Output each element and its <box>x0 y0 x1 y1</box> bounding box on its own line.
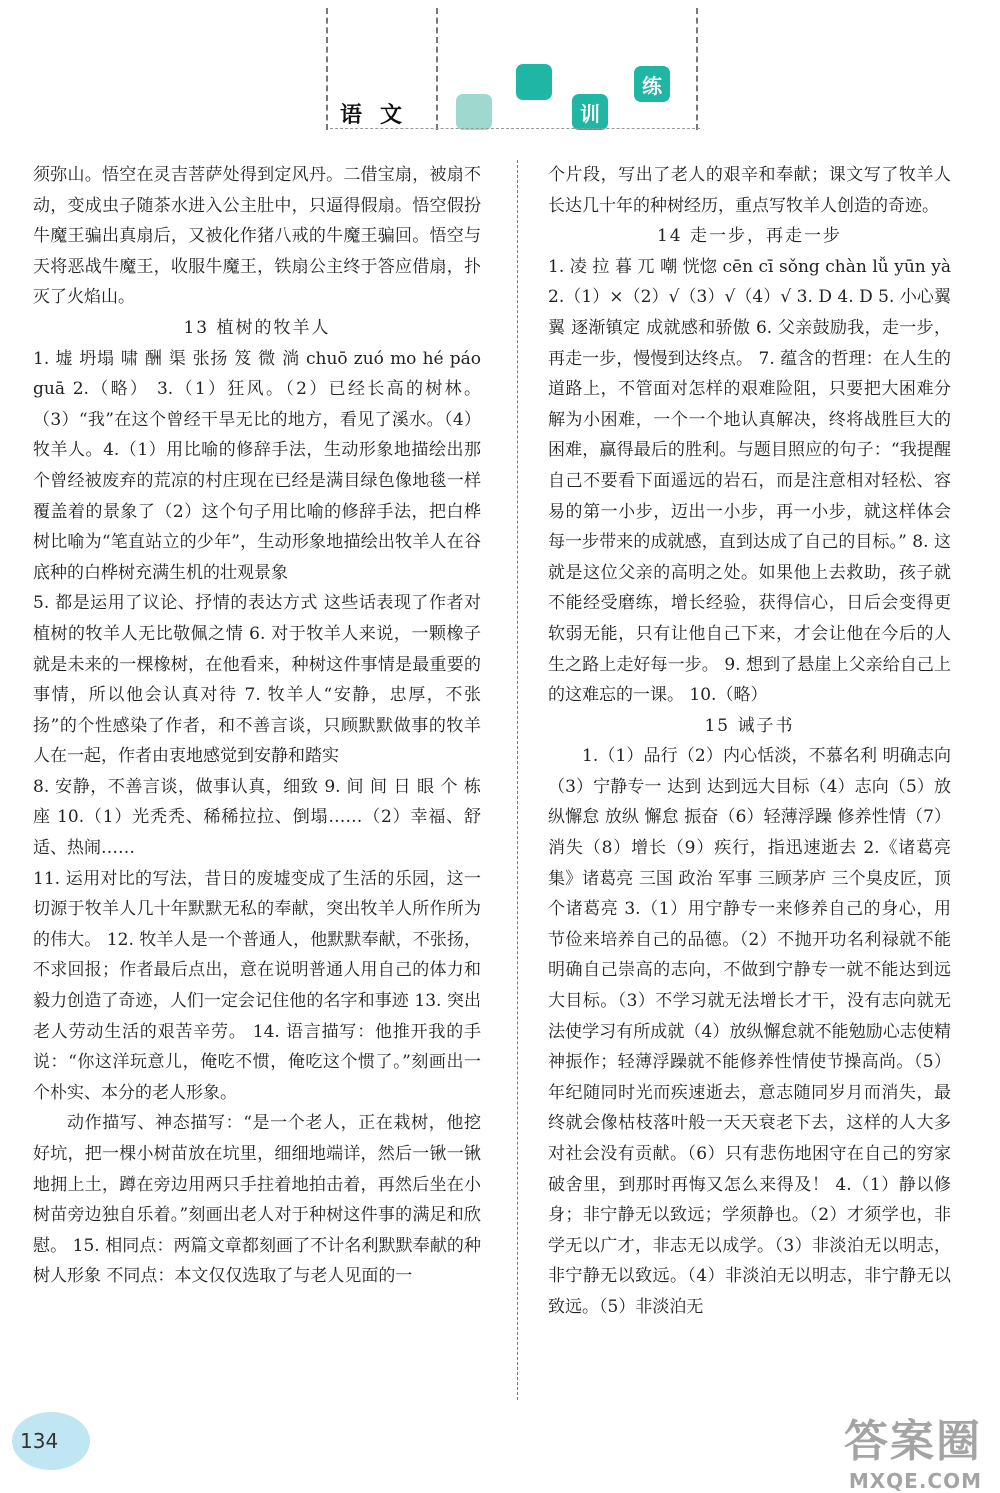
header-rule-mid <box>436 8 438 130</box>
right-column <box>548 160 951 1323</box>
answer-paragraph: 8. 安静，不善言谈，做事认真，细致 9. 间 间 日 眼 个 栋 座 10.（1）光秃秃、稀稀拉拉、倒塌……（2）幸福、舒适、热闹…… <box>33 776 481 859</box>
page-number: 134 <box>12 1412 90 1470</box>
watermark-logo: 答案圈 <box>844 1416 982 1467</box>
section-heading: 13 植树的牧羊人 <box>183 317 331 338</box>
answer-paragraph: 动作描写、神态描写：“是一个老人，正在栽树，他挖好坑，把一棵小树苗放在坑里，细细地端详，然后一锹一锹地拥上土，蹲在旁边用两只手拄着地拍击着，再然后坐在小树苗旁边独自乐着。”刻画出老人对于种树这件事的满足和欣慰。 15. 相同点：两篇文章都刻画了不计名利默默奉献的种树人形象 不同点：本文仅仅选取了与老人见面的一 <box>33 1113 481 1287</box>
header-underline <box>330 128 700 129</box>
answer-paragraph: 11. 运用对比的写法，昔日的废墟变成了生活的乐园，这一切源于牧羊人几十年默默无私的奉献，突出牧羊人所作所为的伟大。 12. 牧羊人是一个普通人，他默默奉献，不张扬，不求回报；作者最后点出，意在说明普通人用自己的体力和毅力创造了奇迹，人们一定会记住他的名字和事迹 13. 突出老人劳动生活的艰苦辛劳。 14. 语言描写：他推开我的手说：“你这洋玩意儿，俺吃不惯，俺吃这个惯了。”刻画出一个朴实、本分的老人形象。 <box>33 868 481 1103</box>
answer-paragraph: 个片段，写出了老人的艰辛和奉献；课文写了牧羊人长达几十年的种树经历，重点写牧羊人创造的奇迹。 <box>548 165 951 216</box>
answer-paragraph: 1. 凌 拉 暮 兀 嘲 恍惚 cēn cī sǒng chàn lǚ yūn yà 2.（1）×（2）√（3）√（4）√ 3. D 4. D 5. 小心翼翼 逐渐镇定 成就感和骄傲 6. 父亲鼓励我，走一步，再走一步，慢慢到达终点。 7. 蕴含的哲理：在人生的道路上，不管面对怎样的艰难险阻，只要把大困难分解为小困难，一个一个地认真解决，终将战胜巨大的困难，赢得最后的胜利。与题目照应的句子：“我提醒自己不要看下面遥远的岩石，而是注意相对轻松、容易的第一小步，迈出一小步，再一小步，就这样体会每一步带来的成就感，直到达成了自己的目标。” 8. 这就是这位父亲的高明之处。如果他上去救助，孩子就不能经受磨练，增长经验，获得信心，日后会变得更软弱无能，只有让他自己下来，才会让他在今后的人生之路上走好每一步。 9. 想到了悬崖上父亲给自己上的这难忘的一课。 10.（略） <box>548 256 951 706</box>
answer-paragraph: 1.（1）品行（2）内心恬淡，不慕名利 明确志向（3）宁静专一 达到 达到远大目标（4）志向（5）放纵懈怠 放纵 懈怠 振奋（6）轻薄浮躁 修养性情（7）消失（8）增长（9）疾行，指迅速逝去 2.《诸葛亮集》诸葛亮 三国 政治 军事 三顾茅庐 三个臭皮匠，顶个诸葛亮 3.（1）用宁静专一来修养自己的身心，用节俭来培养自己的品德。（2）不抛开功名利禄就不能明确自己崇高的志向，不做到宁静专一就不能达到远大目标。（3）不学习就无法增长才干，没有志向就无法使学习有所成就（4）放纵懈怠就不能勉励心志使精神振作；轻薄浮躁就不能修养性情使节操高尚。（5）年纪随同时光而疾速逝去，意志随同岁月而消失，最终就会像枯枝落叶般一天天衰老下去，这样的人大多对社会没有贡献。（6）只有悲伤地困守在自己的穷家破舍里，到那时再悔又怎么来得及！ 4.（1）静以修身；非宁静无以致远；学须静也。（2）才须学也，非学无以广才，非志无以成学。（3）非淡泊无以明志，非宁静无以致远。（4）非淡泊无以明志，非宁静无以致远。（5）非淡泊无 <box>548 746 951 1317</box>
subject-title: 语文 <box>340 102 421 128</box>
header-decor-square <box>456 94 492 130</box>
section-heading: 15 诫子书 <box>704 715 795 736</box>
page-header <box>0 0 1000 140</box>
left-column <box>33 160 481 1292</box>
header-rule-left <box>326 8 328 130</box>
answer-paragraph: 5. 都是运用了议论、抒情的表达方式 这些话表现了作者对植树的牧羊人无比敬佩之情 6. 对于牧羊人来说，一颗橡子就是未来的一棵橡树，在他看来，种树这件事情是最重要的事情，所以他会认真对待 7. 牧羊人“安静，忠厚，不张扬”的个性感染了作者，和不善言谈，只顾默默做事的牧羊人在一起，作者由衷地感觉到安静和踏实 <box>33 593 481 767</box>
section-heading: 14 走一步，再走一步 <box>656 226 843 247</box>
header-word-lian: 练 <box>634 66 670 102</box>
answer-paragraph: 须弥山。悟空在灵吉菩萨处得到定风丹。二借宝扇，被扇不动，变成虫子随茶水进入公主肚中，只逼得假扇。悟空假扮牛魔王骗出真扇后，又被化作猪八戒的牛魔王骗回。悟空与天将恶战牛魔王，收服牛魔王，铁扇公主终于答应借扇，扑灭了火焰山。 <box>33 165 481 308</box>
header-decor-square <box>516 64 552 100</box>
answer-paragraph: 1. 墟 坍塌 啸 酬 渠 张扬 笈 微 淌 chuō zuó mo hé páo guā 2.（略） 3.（1）狂风。（2）已经长高的树林。（3）“我”在这个曾经干旱无比的地方，看见了溪水。（4）牧羊人。4.（1）用比喻的修辞手法，生动形象地描绘出那个曾经被废弃的荒凉的村庄现在已经是满目绿色像地毯一样覆盖着的景象了（2）这个句子用比喻的修辞手法，把白桦树比喻为“笔直站立的少年”，生动形象地描绘出牧羊人在谷底种的白桦树充满生机的壮观景象 <box>33 348 481 583</box>
header-word-xun: 训 <box>572 94 608 130</box>
watermark <box>844 1405 982 1493</box>
watermark-url: MXQE.COM <box>848 1469 982 1493</box>
column-divider <box>517 160 518 1400</box>
header-rule-right <box>696 8 698 130</box>
